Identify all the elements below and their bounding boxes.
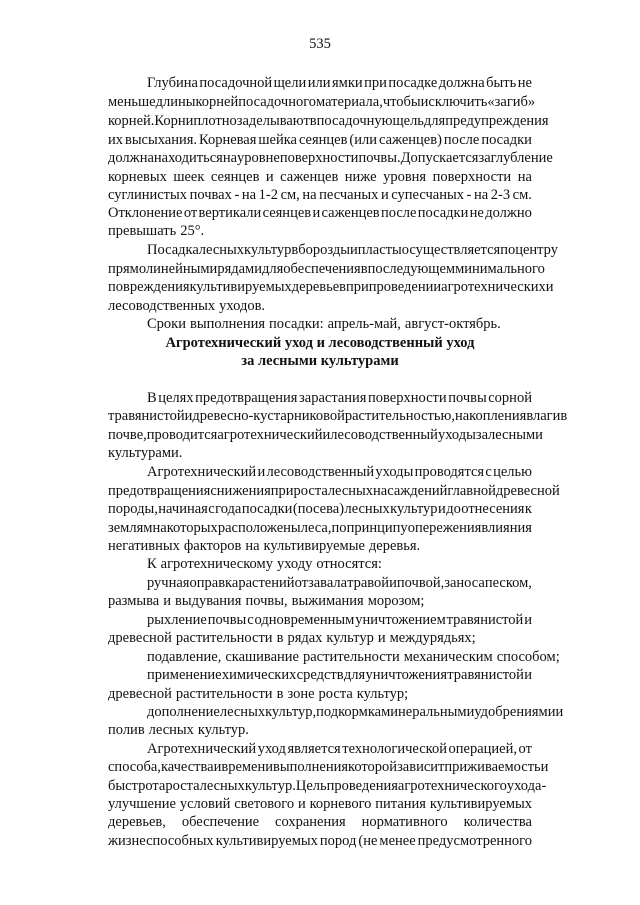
text-line: лесоводственных уходов. bbox=[108, 298, 266, 314]
text-line: быстрота роста лесных культур. Цель проведения агротехнического ухода - bbox=[108, 778, 547, 794]
text-line: превышать 25°. bbox=[108, 223, 205, 239]
text-line: Отклонение от вертикали сеянцев и саженцев после посадки не должно bbox=[108, 205, 532, 221]
text-line: Посадка лесных культур в борозды и пласты осуществляется по центру bbox=[147, 242, 558, 258]
section-heading: за лесными культурами bbox=[241, 353, 399, 369]
text-line: жизнеспособных культивируемых пород (не менее предусмотренного bbox=[108, 833, 532, 849]
text-line: корней. Корни плотно заделывают в посадочную щель для предупреждения bbox=[108, 113, 549, 129]
text-line: дополнение лесных культур, подкормка минеральными удобрениями и bbox=[147, 704, 564, 720]
text-line: повреждения культивируемых деревьев при проведении агротехнических и bbox=[108, 279, 554, 295]
text-line: меньше длины корней посадочного материала, чтобы исключить «загиб» bbox=[108, 94, 536, 110]
text-line: полив лесных культур. bbox=[108, 722, 249, 738]
section-heading: Агротехнический уход и лесоводственный уход bbox=[165, 335, 475, 351]
text-line: В целях предотвращения зарастания поверхности почвы сорной bbox=[147, 390, 532, 406]
text-line: суглинистых почвах - на 1-2 см, на песчаных и супесчаных - на 2-3 см. bbox=[108, 187, 532, 203]
text-line: прямолинейными рядами для обеспечения в последующем минимального bbox=[108, 261, 545, 277]
text-line: корневых шеек сеянцев и саженцев ниже уровня поверхности на bbox=[108, 169, 532, 185]
text-line: К агротехническому уходу относятся: bbox=[147, 556, 382, 572]
text-line: породы, начиная с года посадки (посева) лесных культур и до отнесения к bbox=[108, 501, 532, 517]
text-line: землям на которых расположены леса, по принципу опережения влияния bbox=[108, 520, 532, 536]
text-line: подавление, скашивание растительности механическим способом; bbox=[147, 649, 560, 665]
text-line: Агротехнический и лесоводственный уходы проводятся с целью bbox=[147, 464, 532, 480]
text-line: древесной растительности в рядах культур и междурядьях; bbox=[108, 630, 476, 646]
text-line: применение химических средств для уничтожения травянистой и bbox=[147, 667, 532, 683]
text-line: культурами. bbox=[108, 445, 183, 461]
text-line: предотвращения снижения прироста лесных насаждений главной древесной bbox=[108, 483, 560, 499]
text-line: травянистой и древесно-кустарниковой растительностью, накопления влаги в bbox=[108, 408, 568, 424]
text-line: ручная оправка растений от завала травой и почвой, заноса песком, bbox=[147, 575, 532, 591]
text-line: рыхление почвы с одновременным уничтожением травянистой и bbox=[147, 612, 532, 628]
text-line: негативных факторов на культивируемые деревья. bbox=[108, 538, 421, 554]
text-line: должна находиться на уровне поверхности почвы. Допускается заглубление bbox=[108, 150, 553, 166]
text-line: Агротехнический уход является технологической операцией, от bbox=[147, 741, 532, 757]
text-line: Сроки выполнения посадки: апрель-май, август-октябрь. bbox=[147, 316, 501, 332]
text-line: их высыхания. Корневая шейка сеянцев (или саженцев) после посадки bbox=[108, 132, 532, 148]
text-line: древесной растительности в зоне роста культур; bbox=[108, 686, 409, 702]
text-line: деревьев, обеспечение сохранения нормативного количества bbox=[108, 814, 532, 830]
text-line: размыва и выдувания почвы, выжимания морозом; bbox=[108, 593, 425, 609]
page-number: 535 bbox=[309, 36, 331, 52]
text-line: почве, проводится агротехнический и лесоводственный уходы за лесными bbox=[108, 427, 543, 443]
text-line: Глубина посадочной щели или ямки при посадке должна быть не bbox=[147, 75, 532, 91]
text-line: способа, качества и времени выполнения которой зависит приживаемость и bbox=[108, 759, 549, 775]
text-line: улучшение условий светового и корневого питания культивируемых bbox=[108, 796, 532, 812]
